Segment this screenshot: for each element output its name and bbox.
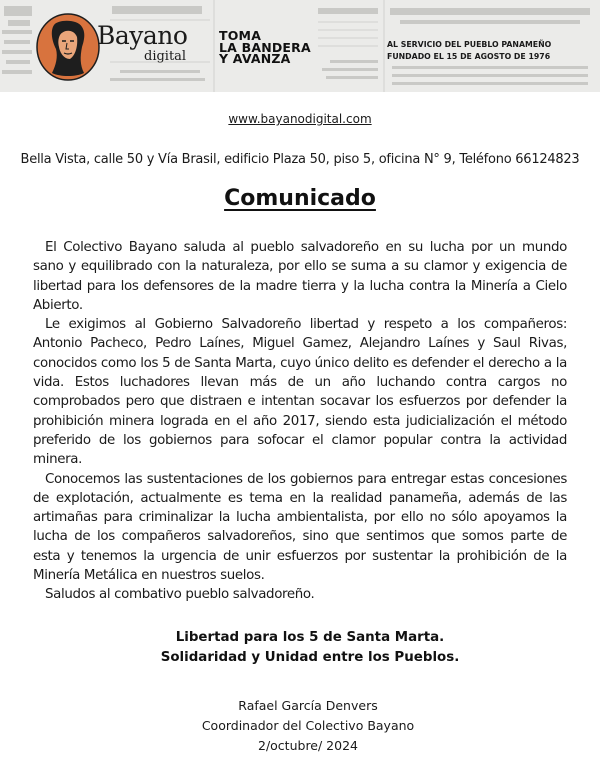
document-title-text: Comunicado xyxy=(224,186,376,211)
motto-line: AL SERVICIO DEL PUEBLO PANAMEÑO xyxy=(387,40,552,49)
body-paragraph: Le exigimos al Gobierno Salvadoreño libertad y respeto a los compañeros: Antonio Pacheco, Pedro Laínes, Miguel Gamez, Alejandro Laínes y Saul Rivas, conocidos como los 5 de Santa Marta, cuyo único delito es defender el derecho a la vida. Estos luchadores llevan más de un año luchando contra cargos no comprobados pero que distraen e intentan socavar los esfuerzos por defender la prohibición minera lograda en el año 2017, siendo esta judicialización el método preferido de los gobiernos para sofocar el clamor popular contra la actividad minera. xyxy=(33,317,567,468)
bayano-portrait-icon xyxy=(36,13,100,81)
masthead-subname: digital xyxy=(144,49,187,64)
signer-role: Coordinador del Colectivo Bayano xyxy=(201,718,415,733)
website-link[interactable]: www.bayanodigital.com xyxy=(228,112,372,126)
masthead-motto xyxy=(387,39,551,63)
slogan-line: TOMA xyxy=(219,28,262,43)
slogan-line: LA BANDERA xyxy=(219,39,311,55)
document-title xyxy=(0,186,600,211)
address-line: Bella Vista, calle 50 y Vía Brasil, edificio Plaza 50, piso 5, oficina N° 9, Teléfono 66124823 xyxy=(20,152,580,167)
website-line xyxy=(0,112,600,126)
body-paragraph: El Colectivo Bayano saluda al pueblo salvadoreño en su lucha por un mundo sano y equilibrado con la naturaleza, por ello se suma a su clamor y exigencia de libertad para los defensores de la madre tierra y la lucha contra la Minería a Cielo Abierto. xyxy=(33,240,567,313)
body-paragraph: Conocemos las sustentaciones de los gobiernos para entregar estas concesiones de explotación, actualmente es tema en la realidad panameña, además de las artimañas para criminalizar la lucha ambientalista, por ello no sólo apoyamos la lucha de los compañeros salvadoreños, sino que sentimos que somos parte de esta y tenemos la urgencia de unir esfuerzos por sustentar la prohibición de la Minería Metálica en nuestros suelos. xyxy=(33,471,567,584)
document-date: 2/octubre/ 2024 xyxy=(258,738,358,753)
masthead-banner xyxy=(0,0,600,92)
slogan-line: Y AVANZA xyxy=(219,51,291,66)
body-paragraph: Saludos al combativo pueblo salvadoreño. xyxy=(45,587,315,603)
motto-line: FUNDADO EL 15 DE AGOSTO DE 1976 xyxy=(387,52,551,61)
masthead-name: Bayano xyxy=(97,21,188,50)
closing-line: Solidaridad y Unidad entre los Pueblos. xyxy=(160,650,460,665)
signature-block xyxy=(0,696,600,756)
masthead-slogan xyxy=(219,30,311,65)
document-body xyxy=(33,238,567,605)
closing-statements xyxy=(0,628,600,668)
closing-line: Libertad para los 5 de Santa Marta. xyxy=(175,630,445,645)
signer-name: Rafael García Denvers xyxy=(238,698,378,713)
